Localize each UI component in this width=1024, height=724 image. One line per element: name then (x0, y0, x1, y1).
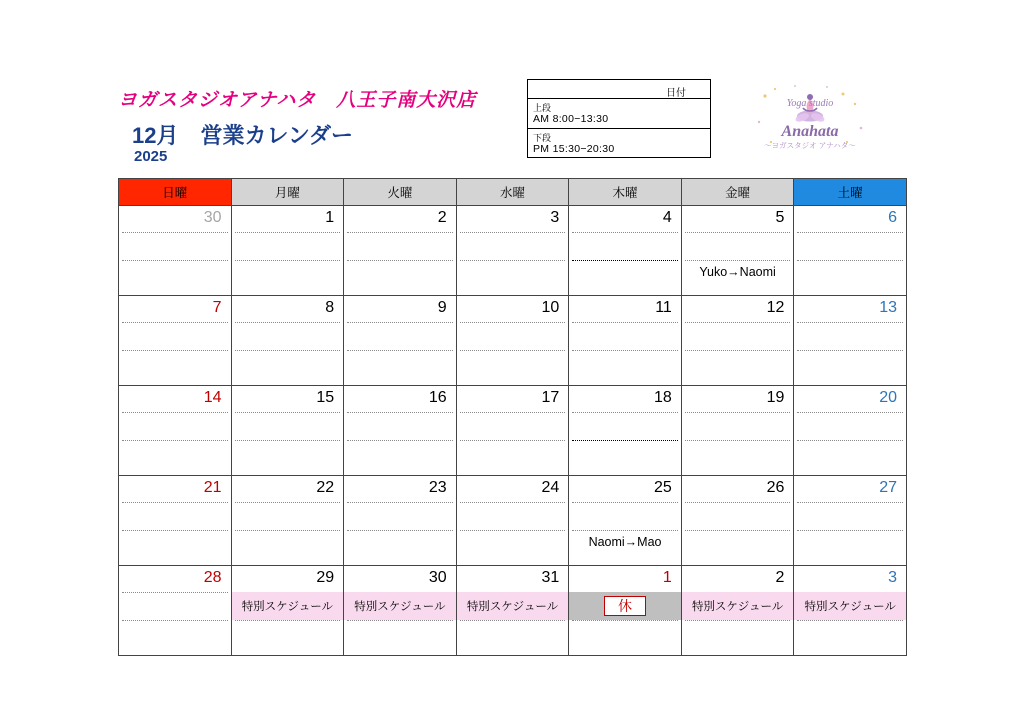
cell-divider (122, 620, 228, 621)
calendar-day-cell[interactable] (681, 476, 794, 566)
calendar-day-cell[interactable] (344, 566, 457, 656)
cell-divider (235, 440, 341, 441)
cell-divider (797, 620, 903, 621)
day-number: 18 (654, 389, 672, 406)
day-number: 8 (325, 299, 335, 316)
calendar-day-cell[interactable] (456, 386, 569, 476)
cell-divider (347, 350, 453, 351)
day-number: 29 (316, 569, 335, 586)
cell-divider (235, 260, 341, 261)
cell-divider (685, 530, 791, 531)
cell-divider (685, 322, 791, 323)
studio-title: ヨガスタジオアナハタ 八王子南大沢店 (118, 90, 477, 111)
calendar-day-cell[interactable] (794, 566, 907, 656)
cell-divider (235, 530, 341, 531)
cell-divider (460, 502, 566, 503)
calendar-day-cell[interactable] (456, 476, 569, 566)
cell-divider (797, 502, 903, 503)
cell-divider (685, 260, 791, 261)
cell-divider (797, 322, 903, 323)
special-schedule-band: 特別スケジュール (794, 592, 906, 620)
cell-divider (122, 592, 228, 593)
cell-divider (685, 502, 791, 503)
logo-name-line3: 〜ヨガスタジオ アナハタ〜 (764, 141, 856, 150)
studio-logo (735, 76, 885, 160)
cell-divider (572, 350, 678, 351)
calendar-day-cell[interactable] (231, 386, 344, 476)
cell-divider (460, 322, 566, 323)
cell-divider (685, 232, 791, 233)
year-label: 2025 (134, 148, 168, 165)
special-schedule-band: 特別スケジュール (682, 592, 794, 620)
day-number: 2 (775, 569, 785, 586)
cell-divider (572, 502, 678, 503)
calendar-day-cell[interactable] (681, 386, 794, 476)
cell-divider (797, 440, 903, 441)
calendar-day-cell[interactable] (569, 206, 682, 296)
day-number: 1 (325, 209, 335, 226)
logo-name-line1: Yoga studio (786, 98, 834, 109)
logo-name-line2: Anahata (781, 123, 839, 140)
cell-divider (797, 350, 903, 351)
pm-slot-note: Yuko→Naomi (699, 265, 776, 279)
calendar-day-cell[interactable] (681, 296, 794, 386)
calendar-day-cell[interactable] (456, 206, 569, 296)
cell-divider (460, 530, 566, 531)
cell-divider (347, 322, 453, 323)
day-number: 21 (203, 479, 222, 496)
day-number: 19 (766, 389, 785, 406)
legend-date-row (528, 80, 710, 99)
cell-divider (122, 502, 228, 503)
cell-divider (122, 530, 228, 531)
legend-pm-row (528, 129, 710, 158)
legend-pm-label: 下段 (533, 133, 552, 143)
cell-divider (685, 350, 791, 351)
legend-am-row (528, 99, 710, 129)
calendar-day-cell[interactable] (119, 386, 232, 476)
calendar-week-row (119, 566, 907, 656)
day-number: 20 (879, 389, 897, 406)
legend-am-label: 上段 (533, 103, 552, 113)
cell-divider (460, 232, 566, 233)
day-number: 22 (316, 479, 335, 496)
day-number: 3 (550, 209, 560, 226)
cell-divider (347, 440, 453, 441)
calendar-day-cell[interactable] (231, 566, 344, 656)
business-calendar (118, 178, 907, 656)
day-number: 14 (203, 389, 222, 406)
day-number: 30 (428, 569, 447, 586)
weekday-header-wed: 水曜 (456, 179, 569, 206)
calendar-day-cell[interactable] (119, 476, 232, 566)
day-number: 12 (766, 299, 785, 316)
weekday-header-mon: 月曜 (231, 179, 344, 206)
cell-divider (685, 620, 791, 621)
cell-divider (122, 350, 228, 351)
calendar-day-cell[interactable] (231, 296, 344, 386)
cell-divider (235, 232, 341, 233)
calendar-day-cell[interactable] (119, 206, 232, 296)
page-header (0, 0, 1024, 175)
day-number: 30 (203, 209, 222, 226)
pm-slot-note: Naomi→Mao (588, 535, 662, 549)
cell-note-line (572, 440, 678, 441)
weekday-header-sat: 土曜 (794, 179, 907, 206)
cell-divider (347, 412, 453, 413)
cell-divider (797, 260, 903, 261)
calendar-day-cell[interactable] (231, 476, 344, 566)
special-schedule-band: 特別スケジュール (232, 592, 344, 620)
cell-divider (122, 412, 228, 413)
calendar-day-cell[interactable] (119, 566, 232, 656)
cell-divider (347, 232, 453, 233)
calendar-header-row (119, 179, 907, 206)
day-number: 27 (879, 479, 897, 496)
cell-divider (122, 260, 228, 261)
cell-divider (572, 412, 678, 413)
cell-divider (122, 440, 228, 441)
cell-divider (572, 232, 678, 233)
legend-date-label: 日付 (666, 88, 686, 99)
cell-divider (460, 350, 566, 351)
calendar-body (119, 206, 907, 656)
cell-divider (235, 350, 341, 351)
calendar-day-cell[interactable] (344, 296, 457, 386)
day-number: 7 (212, 299, 222, 316)
day-number: 28 (203, 569, 222, 586)
calendar-day-cell[interactable] (231, 206, 344, 296)
calendar-day-cell[interactable] (681, 206, 794, 296)
calendar-day-cell[interactable] (344, 476, 457, 566)
day-number: 23 (428, 479, 447, 496)
cell-divider (572, 530, 678, 531)
cell-divider (122, 232, 228, 233)
day-number: 2 (437, 209, 447, 226)
day-number: 31 (541, 569, 560, 586)
calendar-day-cell[interactable] (344, 386, 457, 476)
cell-divider (235, 620, 341, 621)
day-number: 13 (879, 299, 897, 316)
legend-am-time: AM 8:00−13:30 (533, 113, 609, 125)
day-number: 10 (541, 299, 560, 316)
cell-divider (685, 440, 791, 441)
day-number: 4 (662, 209, 672, 226)
day-number: 1 (662, 569, 672, 586)
cell-divider (460, 412, 566, 413)
cell-divider (347, 260, 453, 261)
calendar-day-cell[interactable] (794, 476, 907, 566)
cell-divider (797, 232, 903, 233)
cell-divider (235, 322, 341, 323)
calendar-day-cell[interactable] (569, 386, 682, 476)
cell-divider (797, 412, 903, 413)
calendar-day-cell[interactable] (569, 296, 682, 386)
day-number: 6 (888, 209, 897, 226)
legend-box (527, 79, 711, 158)
day-number: 5 (775, 209, 785, 226)
calendar-day-cell[interactable] (569, 476, 682, 566)
calendar-day-cell[interactable] (456, 296, 569, 386)
day-number: 25 (654, 479, 672, 496)
weekday-header-tue: 火曜 (344, 179, 457, 206)
calendar-day-cell[interactable] (794, 386, 907, 476)
calendar-day-cell[interactable] (456, 566, 569, 656)
cell-divider (797, 530, 903, 531)
cell-divider (572, 620, 678, 621)
calendar-day-cell[interactable] (344, 206, 457, 296)
page-title: 12月 営業カレンダー (132, 123, 354, 148)
legend-pm-time: PM 15:30−20:30 (533, 143, 615, 155)
day-number: 11 (655, 299, 672, 316)
calendar-day-cell[interactable] (119, 296, 232, 386)
special-schedule-band: 特別スケジュール (344, 592, 456, 620)
day-number: 9 (437, 299, 447, 316)
cell-divider (685, 412, 791, 413)
calendar-week-row (119, 206, 907, 296)
cell-divider (235, 412, 341, 413)
calendar-day-cell[interactable] (794, 296, 907, 386)
day-number: 15 (316, 389, 335, 406)
weekday-header-sun: 日曜 (119, 179, 232, 206)
calendar-day-cell[interactable] (794, 206, 907, 296)
closed-badge: 休 (604, 596, 646, 616)
special-schedule-band: 特別スケジュール (457, 592, 569, 620)
day-number: 3 (888, 569, 897, 586)
cell-divider (460, 260, 566, 261)
weekday-header-fri: 金曜 (681, 179, 794, 206)
calendar-week-row (119, 386, 907, 476)
day-number: 24 (541, 479, 560, 496)
calendar-week-row (119, 476, 907, 566)
cell-divider (572, 322, 678, 323)
day-number: 17 (541, 389, 560, 406)
calendar-day-cell[interactable] (681, 566, 794, 656)
cell-divider (460, 620, 566, 621)
weekday-header-thu: 木曜 (569, 179, 682, 206)
cell-divider (347, 620, 453, 621)
cell-divider (460, 440, 566, 441)
closed-badge-container (569, 592, 681, 620)
day-number: 16 (428, 389, 447, 406)
day-number: 26 (766, 479, 785, 496)
calendar-day-cell[interactable] (569, 566, 682, 656)
cell-divider (122, 322, 228, 323)
cell-note-line (572, 260, 678, 261)
cell-divider (235, 502, 341, 503)
cell-divider (347, 530, 453, 531)
cell-divider (347, 502, 453, 503)
calendar-week-row (119, 296, 907, 386)
